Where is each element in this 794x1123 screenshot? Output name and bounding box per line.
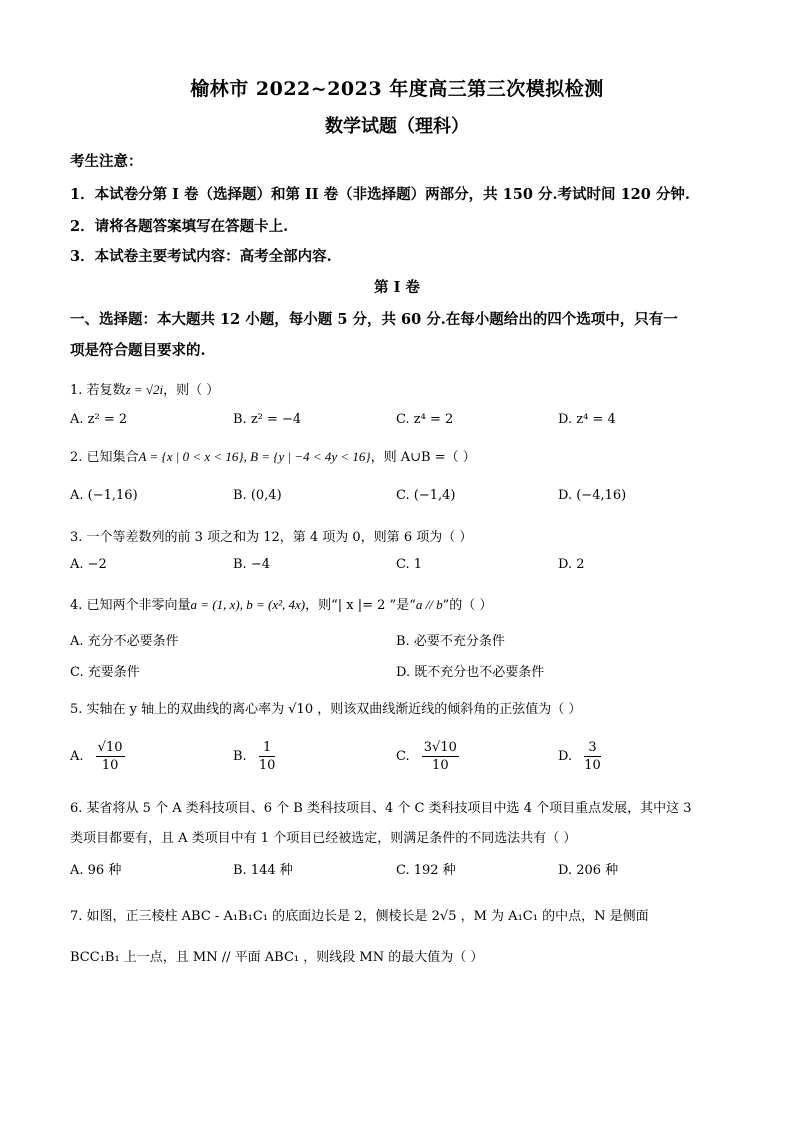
question-7-stem-cont: BCC₁B₁ 上一点，且 MN // 平面 ABC₁ ，则线段 MN 的最大值为（ ）: [70, 950, 484, 965]
math-expression: a = (1, x), b = (x², 4x): [190, 597, 306, 612]
question-text: ”的（ ）: [442, 598, 493, 613]
notice-item: 1．本试卷分第 I 卷（选择题）和第 II 卷（非选择题）两部分，共 150 分.考试时间 120 分钟.: [70, 186, 690, 203]
option-c: [396, 739, 459, 774]
fraction-denominator: 10: [258, 758, 276, 773]
page-title: 榆林市 2022~2023 年度高三第三次模拟检测: [190, 78, 604, 100]
math-expression: z = √2i: [125, 382, 164, 397]
option-b: B. 144 种: [233, 863, 293, 878]
option-d: D. 既不充分也不必要条件: [396, 665, 545, 680]
question-4-stem: [70, 594, 492, 613]
section-intro: 项是符合题目要求的.: [70, 342, 206, 359]
option-c: C. (−1,4): [396, 488, 456, 503]
option-d: D. 206 种: [558, 863, 619, 878]
question-1-stem: [70, 379, 219, 398]
option-a: A. −2: [70, 557, 107, 572]
option-d: [558, 739, 601, 774]
fraction-denominator: 10: [584, 758, 601, 773]
question-3-stem: 3. 一个等差数列的前 3 项之和为 12，第 4 项为 0，则第 6 项为（ ）: [70, 530, 473, 545]
fraction: [422, 739, 459, 774]
option-a: A. z² = 2: [70, 412, 128, 427]
option-letter: C.: [396, 749, 410, 764]
question-2-stem: [70, 446, 476, 465]
option-b: B. 必要不充分条件: [396, 634, 505, 649]
page-subtitle: 数学试题（理科）: [325, 116, 469, 137]
option-a: A. 充分不必要条件: [70, 634, 179, 649]
option-c: C. z⁴ = 2: [396, 412, 454, 427]
section-label: 第 I 卷: [374, 279, 420, 296]
option-b: [233, 739, 275, 774]
option-b: B. −4: [233, 557, 270, 572]
option-a: A. 96 种: [70, 863, 122, 878]
option-a: [70, 739, 125, 774]
option-c: C. 192 种: [396, 863, 456, 878]
question-6-stem-cont: 类项目都要有，且 A 类项目中有 1 个项目已经被选定，则满足条件的不同选法共有（ ）: [70, 831, 577, 846]
option-letter: A.: [70, 749, 84, 764]
math-expression: A = {x | 0 < x < 16}, B = {y | −4 < 4y < 16}: [138, 449, 371, 464]
question-6-stem: 6. 某省将从 5 个 A 类科技项目、6 个 B 类科技项目、4 个 C 类科技项目中选 4 个项目重点发展，其中这 3: [70, 801, 692, 816]
fraction-denominator: 10: [432, 758, 449, 773]
notice-item: 2．请将各题答案填写在答题卡上.: [70, 218, 289, 235]
option-b: B. (0,4): [233, 488, 282, 503]
question-text: ，则 A∪B =（ ）: [370, 450, 476, 465]
option-b: B. z² = −4: [233, 412, 302, 427]
option-c: C. 1: [396, 557, 423, 572]
fraction-numerator: √10: [97, 740, 123, 755]
option-c: C. 充要条件: [70, 665, 140, 680]
option-a: A. (−1,16): [70, 488, 138, 503]
question-text: 4. 已知两个非零向量: [70, 598, 191, 613]
section-intro: 一、选择题：本大题共 12 小题，每小题 5 分，共 60 分.在每小题给出的四个选项中，只有一: [70, 311, 678, 328]
fraction-numerator: 3√10: [423, 740, 457, 755]
option-d: D. 2: [558, 557, 585, 572]
option-letter: D.: [558, 749, 573, 764]
question-text: ，则“| x |= 2 ”是“: [305, 598, 416, 613]
notice-item: 3．本试卷主要考试内容：高考全部内容.: [70, 248, 332, 265]
fraction-numerator: 3: [584, 739, 601, 757]
math-expression: a // b: [415, 597, 443, 612]
question-7-stem: 7. 如图，正三棱柱 ABC - A₁B₁C₁ 的底面边长是 2，侧棱长是 2√5 ，M 为 A₁C₁ 的中点，N 是侧面: [70, 909, 649, 924]
fraction: [259, 739, 276, 774]
option-d: D. z⁴ = 4: [558, 412, 616, 427]
option-d: D. (−4,16): [558, 488, 627, 503]
question-text: ，则（ ）: [163, 383, 220, 398]
fraction-numerator: 1: [259, 739, 276, 757]
question-text: 2. 已知集合: [70, 450, 139, 465]
fraction: [96, 739, 125, 774]
option-letter: B.: [233, 749, 247, 764]
fraction: [584, 739, 601, 774]
question-5-stem: 5. 实轴在 y 轴上的双曲线的离心率为 √10 ，则该双曲线渐近线的倾斜角的正弦值为（ ）: [70, 702, 582, 717]
fraction-denominator: 10: [101, 758, 119, 773]
question-text: 1. 若复数: [70, 383, 126, 398]
notice-heading: 考生注意：: [70, 153, 143, 170]
